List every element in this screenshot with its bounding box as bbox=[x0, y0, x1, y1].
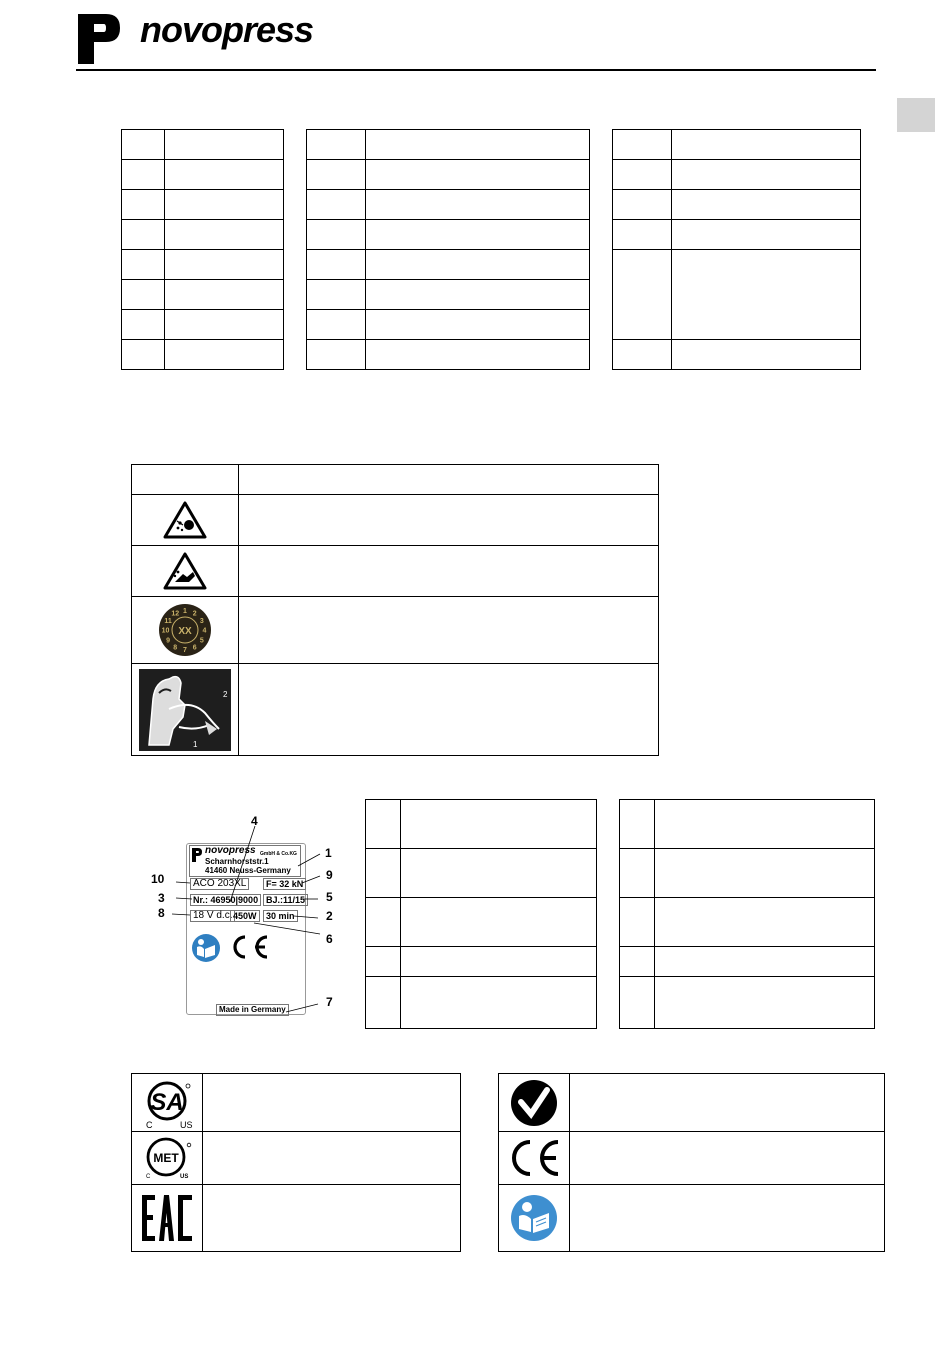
eac-mark-icon bbox=[140, 1193, 194, 1243]
novopress-p-logo-icon bbox=[76, 10, 122, 66]
brand-name: novopress bbox=[140, 9, 314, 50]
hand-crush-warning-icon bbox=[163, 552, 207, 590]
nameplate-city: 41460 Neuss-Germany bbox=[205, 866, 291, 875]
certification-marks-left bbox=[131, 1073, 461, 1252]
read-manual-icon bbox=[510, 1194, 558, 1242]
nameplate-legend-left bbox=[365, 799, 597, 1029]
chapter-tab bbox=[897, 98, 935, 132]
callout-2: 2 bbox=[326, 909, 333, 923]
inspection-sticker-number: 12 bbox=[171, 610, 180, 618]
nameplate-callout-lines bbox=[150, 810, 350, 1020]
met-mark-icon bbox=[138, 1135, 196, 1181]
ce-mark-icon bbox=[506, 1138, 562, 1178]
csa-c-label: C bbox=[146, 1119, 153, 1130]
nameplate-voltage: 18 V d.c. bbox=[190, 910, 235, 922]
nameplate-street: Scharnhorststr.1 bbox=[205, 857, 269, 866]
inspection-sticker-number: 9 bbox=[166, 637, 171, 645]
callout-10: 10 bbox=[151, 872, 165, 886]
nameplate-legend-right bbox=[619, 799, 875, 1029]
tool-handling-diagram-icon bbox=[139, 669, 231, 751]
inspection-sticker-text: XX bbox=[178, 626, 192, 637]
rcm-mark-icon bbox=[509, 1078, 559, 1128]
inspection-sticker-number: 1 bbox=[183, 608, 187, 615]
nameplate-duty: 30 min bbox=[263, 910, 298, 922]
inspection-sticker-number: 7 bbox=[183, 647, 187, 654]
nameplate-origin: Made in Germany bbox=[216, 1004, 289, 1016]
nameplate-model: ACO 203XL bbox=[190, 878, 249, 890]
met-us-label: US bbox=[180, 1174, 189, 1180]
nameplate-number: Nr.: 46950|9000 bbox=[190, 894, 261, 906]
nameplate-brand: novopress bbox=[205, 845, 256, 856]
callout-9: 9 bbox=[326, 868, 333, 882]
flying-particles-warning-icon bbox=[163, 501, 207, 539]
svg-text:SA: SA bbox=[150, 1088, 184, 1116]
nameplate-force: F= 32 kN bbox=[263, 878, 306, 890]
met-c-label: C bbox=[146, 1174, 151, 1180]
inspection-sticker-number: 8 bbox=[173, 644, 178, 652]
inspection-sticker-number: 11 bbox=[164, 617, 172, 625]
callout-8: 8 bbox=[158, 906, 165, 920]
parts-grid-left bbox=[121, 129, 284, 370]
callout-6: 6 bbox=[326, 932, 333, 946]
nameplate-power: 450W bbox=[230, 910, 260, 922]
inspection-sticker-icon bbox=[158, 603, 212, 657]
callout-1: 1 bbox=[325, 846, 332, 860]
header-divider bbox=[76, 69, 876, 71]
parts-grid-middle bbox=[306, 129, 590, 370]
inspection-sticker-number: 3 bbox=[199, 617, 204, 625]
inspection-sticker-number: 5 bbox=[199, 637, 204, 645]
csa-mark-icon bbox=[138, 1076, 196, 1130]
inspection-sticker-number: 6 bbox=[192, 644, 197, 652]
inspection-sticker-number: 10 bbox=[161, 627, 170, 635]
nameplate-year: BJ.:11/15 bbox=[263, 894, 308, 906]
callout-3: 3 bbox=[158, 891, 165, 905]
warning-symbols-table bbox=[131, 464, 659, 756]
certification-marks-right bbox=[498, 1073, 885, 1252]
inspection-sticker-number: 4 bbox=[202, 627, 207, 635]
diagram-label-1: 1 bbox=[193, 739, 198, 749]
csa-us-label: US bbox=[180, 1119, 193, 1130]
callout-5: 5 bbox=[326, 890, 333, 904]
met-label: MET bbox=[153, 1151, 179, 1165]
callout-4: 4 bbox=[251, 814, 258, 828]
callout-7: 7 bbox=[326, 995, 333, 1009]
parts-grid-right bbox=[612, 129, 861, 370]
diagram-label-2: 2 bbox=[223, 689, 228, 699]
nameplate-company-suffix: GmbH & Co.KG bbox=[260, 851, 297, 857]
inspection-sticker-number: 2 bbox=[192, 610, 197, 618]
